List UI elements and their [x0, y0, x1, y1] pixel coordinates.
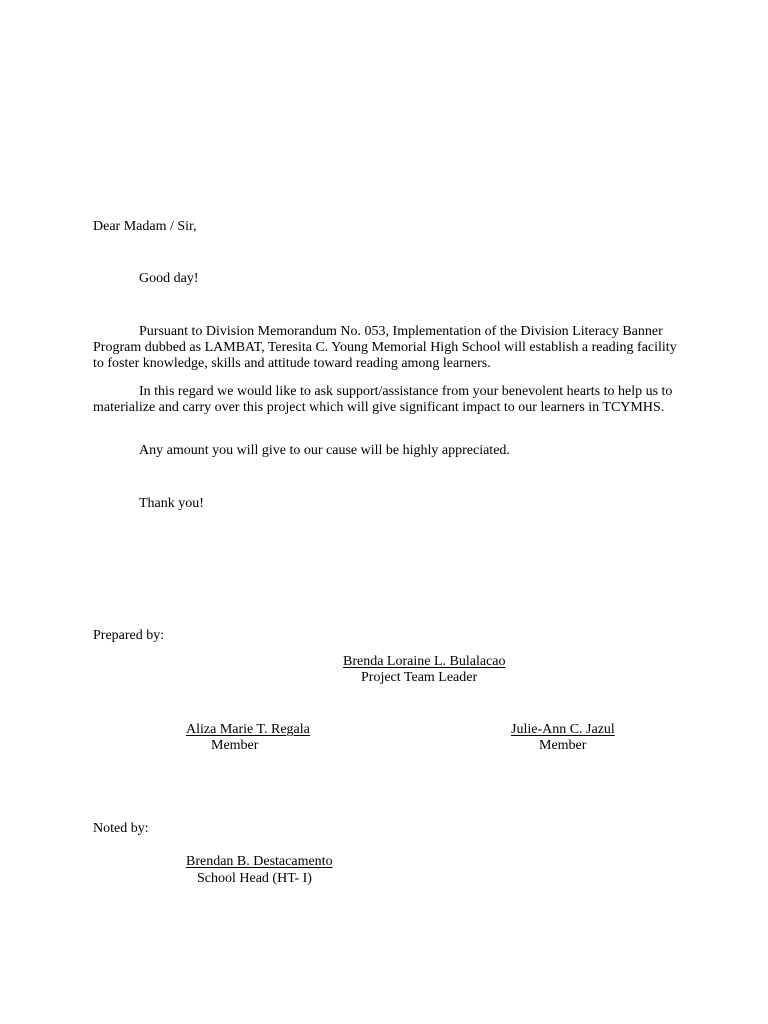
- school-head-name: [186, 854, 333, 870]
- closing: Thank you!: [139, 496, 204, 511]
- leader-role: Project Team Leader: [361, 670, 478, 685]
- member-2-name: [511, 722, 615, 738]
- leader-name-text: Brenda Loraine L. Bulalacao: [343, 654, 506, 669]
- leader-name: [343, 654, 505, 670]
- noted-by-label: Noted by:: [93, 821, 149, 836]
- body-paragraph-3: Any amount you will give to our cause will be highly appreciated.: [139, 443, 510, 458]
- member-1-role: Member: [211, 738, 259, 753]
- member-2-name-text: Julie-Ann C. Jazul: [511, 722, 615, 737]
- greeting: Good day!: [139, 271, 199, 286]
- school-head-name-text: Brendan B. Destacamento: [186, 854, 333, 869]
- prepared-by-label: Prepared by:: [93, 628, 165, 643]
- member-1-name: [186, 722, 310, 738]
- body-paragraph-2: In this regard we would like to ask support/assistance from your benevolent hearts to help us to materialize and carry over this project which will give significant impact to our learners in TCYMHS.: [93, 384, 673, 415]
- member-1-name-text: Aliza Marie T. Regala: [186, 722, 310, 737]
- member-2-role: Member: [539, 738, 587, 753]
- body-paragraph-1: Pursuant to Division Memorandum No. 053, Implementation of the Division Literacy Banner Program dubbed as LAMBAT, Teresita C. Young Memorial High School will establish a reading facility to foster knowledge, skills and attitude toward reading among learners.: [93, 324, 677, 371]
- salutation: Dear Madam / Sir,: [93, 219, 197, 234]
- school-head-role: School Head (HT- I): [197, 871, 312, 886]
